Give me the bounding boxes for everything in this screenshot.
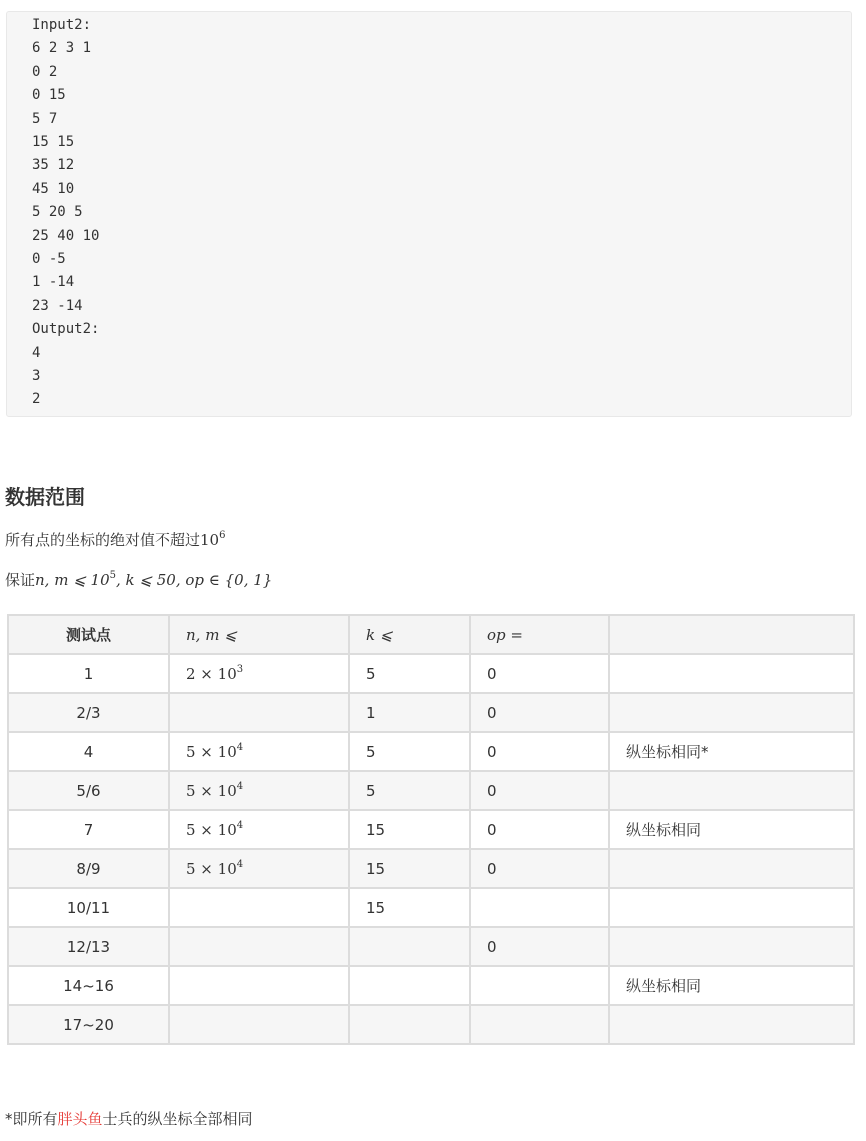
constraints-label: 保证 [5, 571, 36, 589]
cell-note: 纵坐标相同 [609, 966, 854, 1005]
cell-nm: $5 \times 10^4$ [169, 771, 349, 810]
cell-k: 5 [349, 771, 470, 810]
code-line: 2 [32, 391, 41, 408]
cell-nm: $5 \times 10^4$ [169, 849, 349, 888]
header-k: k ⩽ [349, 615, 470, 654]
cell-testcase: 12/13 [8, 927, 169, 966]
cell-k [349, 966, 470, 1005]
table-row [8, 927, 854, 966]
cell-testcase: 10/11 [8, 888, 169, 927]
cell-testcase: 1 [8, 654, 169, 693]
code-line: 5 20 5 [32, 204, 83, 221]
code-line: 0 -5 [32, 251, 66, 267]
code-line: 25 40 10 [32, 227, 100, 244]
cell-note [609, 654, 854, 693]
code-line: 0 2 [32, 63, 58, 80]
table-row [8, 966, 854, 1005]
table-row [8, 849, 854, 888]
cell-op [470, 888, 609, 927]
header-op: op = [470, 615, 609, 654]
code-line: 0 15 [32, 87, 66, 104]
table-header-row [8, 615, 854, 654]
table-row [8, 654, 854, 693]
cell-nm [169, 693, 349, 732]
cell-op: 0 [470, 693, 609, 732]
cell-note: 纵坐标相同* [609, 732, 854, 771]
code-line: 35 12 [32, 157, 75, 174]
cell-k: 15 [349, 810, 470, 849]
footnote-prefix: *即所有 [5, 1110, 58, 1128]
cell-note [609, 693, 854, 732]
cell-note: 纵坐标相同 [609, 810, 854, 849]
table-row [8, 732, 854, 771]
cell-op: 0 [470, 654, 609, 693]
cell-op: 0 [470, 771, 609, 810]
cell-nm: $5 \times 10^4$ [169, 732, 349, 771]
cell-note [609, 1005, 854, 1044]
cell-k: 5 [349, 732, 470, 771]
cell-nm [169, 1005, 349, 1044]
table-row [8, 888, 854, 927]
table-row [8, 771, 854, 810]
cell-k: 5 [349, 654, 470, 693]
cell-op [470, 966, 609, 1005]
cell-testcase: 17~20 [8, 1005, 169, 1044]
cell-op: 0 [470, 732, 609, 771]
table-row [8, 1005, 854, 1044]
cell-testcase: 2/3 [8, 693, 169, 732]
code-line: Output2: [32, 321, 100, 338]
data-range-table [7, 614, 855, 1045]
code-line: 23 -14 [32, 297, 83, 314]
section-heading: 数据范围 [5, 485, 85, 509]
cell-nm [169, 966, 349, 1005]
cell-testcase: 4 [8, 732, 169, 771]
cell-k [349, 927, 470, 966]
footnote [5, 1107, 253, 1131]
cell-note [609, 771, 854, 810]
cell-k [349, 1005, 470, 1044]
footnote-highlight: 胖头鱼 [57, 1110, 103, 1128]
coordinate-range-label: 所有点的坐标的绝对值不超过 [5, 531, 201, 549]
code-line: 5 7 [32, 110, 58, 127]
header-note [609, 615, 854, 654]
cell-note [609, 927, 854, 966]
code-line: 6 2 3 1 [32, 40, 92, 57]
table-row [8, 810, 854, 849]
code-line: Input2: [32, 17, 92, 33]
cell-op: 0 [470, 810, 609, 849]
footnote-suffix: 士兵的纵坐标全部相同 [102, 1110, 253, 1128]
coordinate-range-text [5, 528, 225, 552]
cell-testcase: 5/6 [8, 771, 169, 810]
constraints-text [5, 568, 272, 592]
coordinate-range-math: $10^6$ [200, 530, 226, 549]
cell-nm: $2 \times 10^3$ [169, 654, 349, 693]
cell-op: 0 [470, 849, 609, 888]
cell-note [609, 849, 854, 888]
header-testcase: 测试点 [8, 615, 169, 654]
cell-note [609, 888, 854, 927]
code-line: 4 [32, 344, 41, 361]
cell-k: 15 [349, 849, 470, 888]
cell-nm [169, 927, 349, 966]
header-nm: n, m ⩽ [169, 615, 349, 654]
cell-k: 15 [349, 888, 470, 927]
cell-nm [169, 888, 349, 927]
cell-op [470, 1005, 609, 1044]
cell-op: 0 [470, 927, 609, 966]
code-line: 1 -14 [32, 274, 75, 291]
table-row [8, 693, 854, 732]
cell-testcase: 14~16 [8, 966, 169, 1005]
code-line: 45 10 [32, 180, 75, 197]
constraints-math: n, m ⩽ $10^5$, k ⩽ 50, op ∈ {0, 1} [35, 570, 273, 589]
cell-testcase: 8/9 [8, 849, 169, 888]
cell-testcase: 7 [8, 810, 169, 849]
code-block [6, 11, 852, 417]
cell-k: 1 [349, 693, 470, 732]
code-line: 15 15 [32, 134, 75, 150]
cell-nm: $5 \times 10^4$ [169, 810, 349, 849]
code-line: 3 [32, 368, 41, 384]
